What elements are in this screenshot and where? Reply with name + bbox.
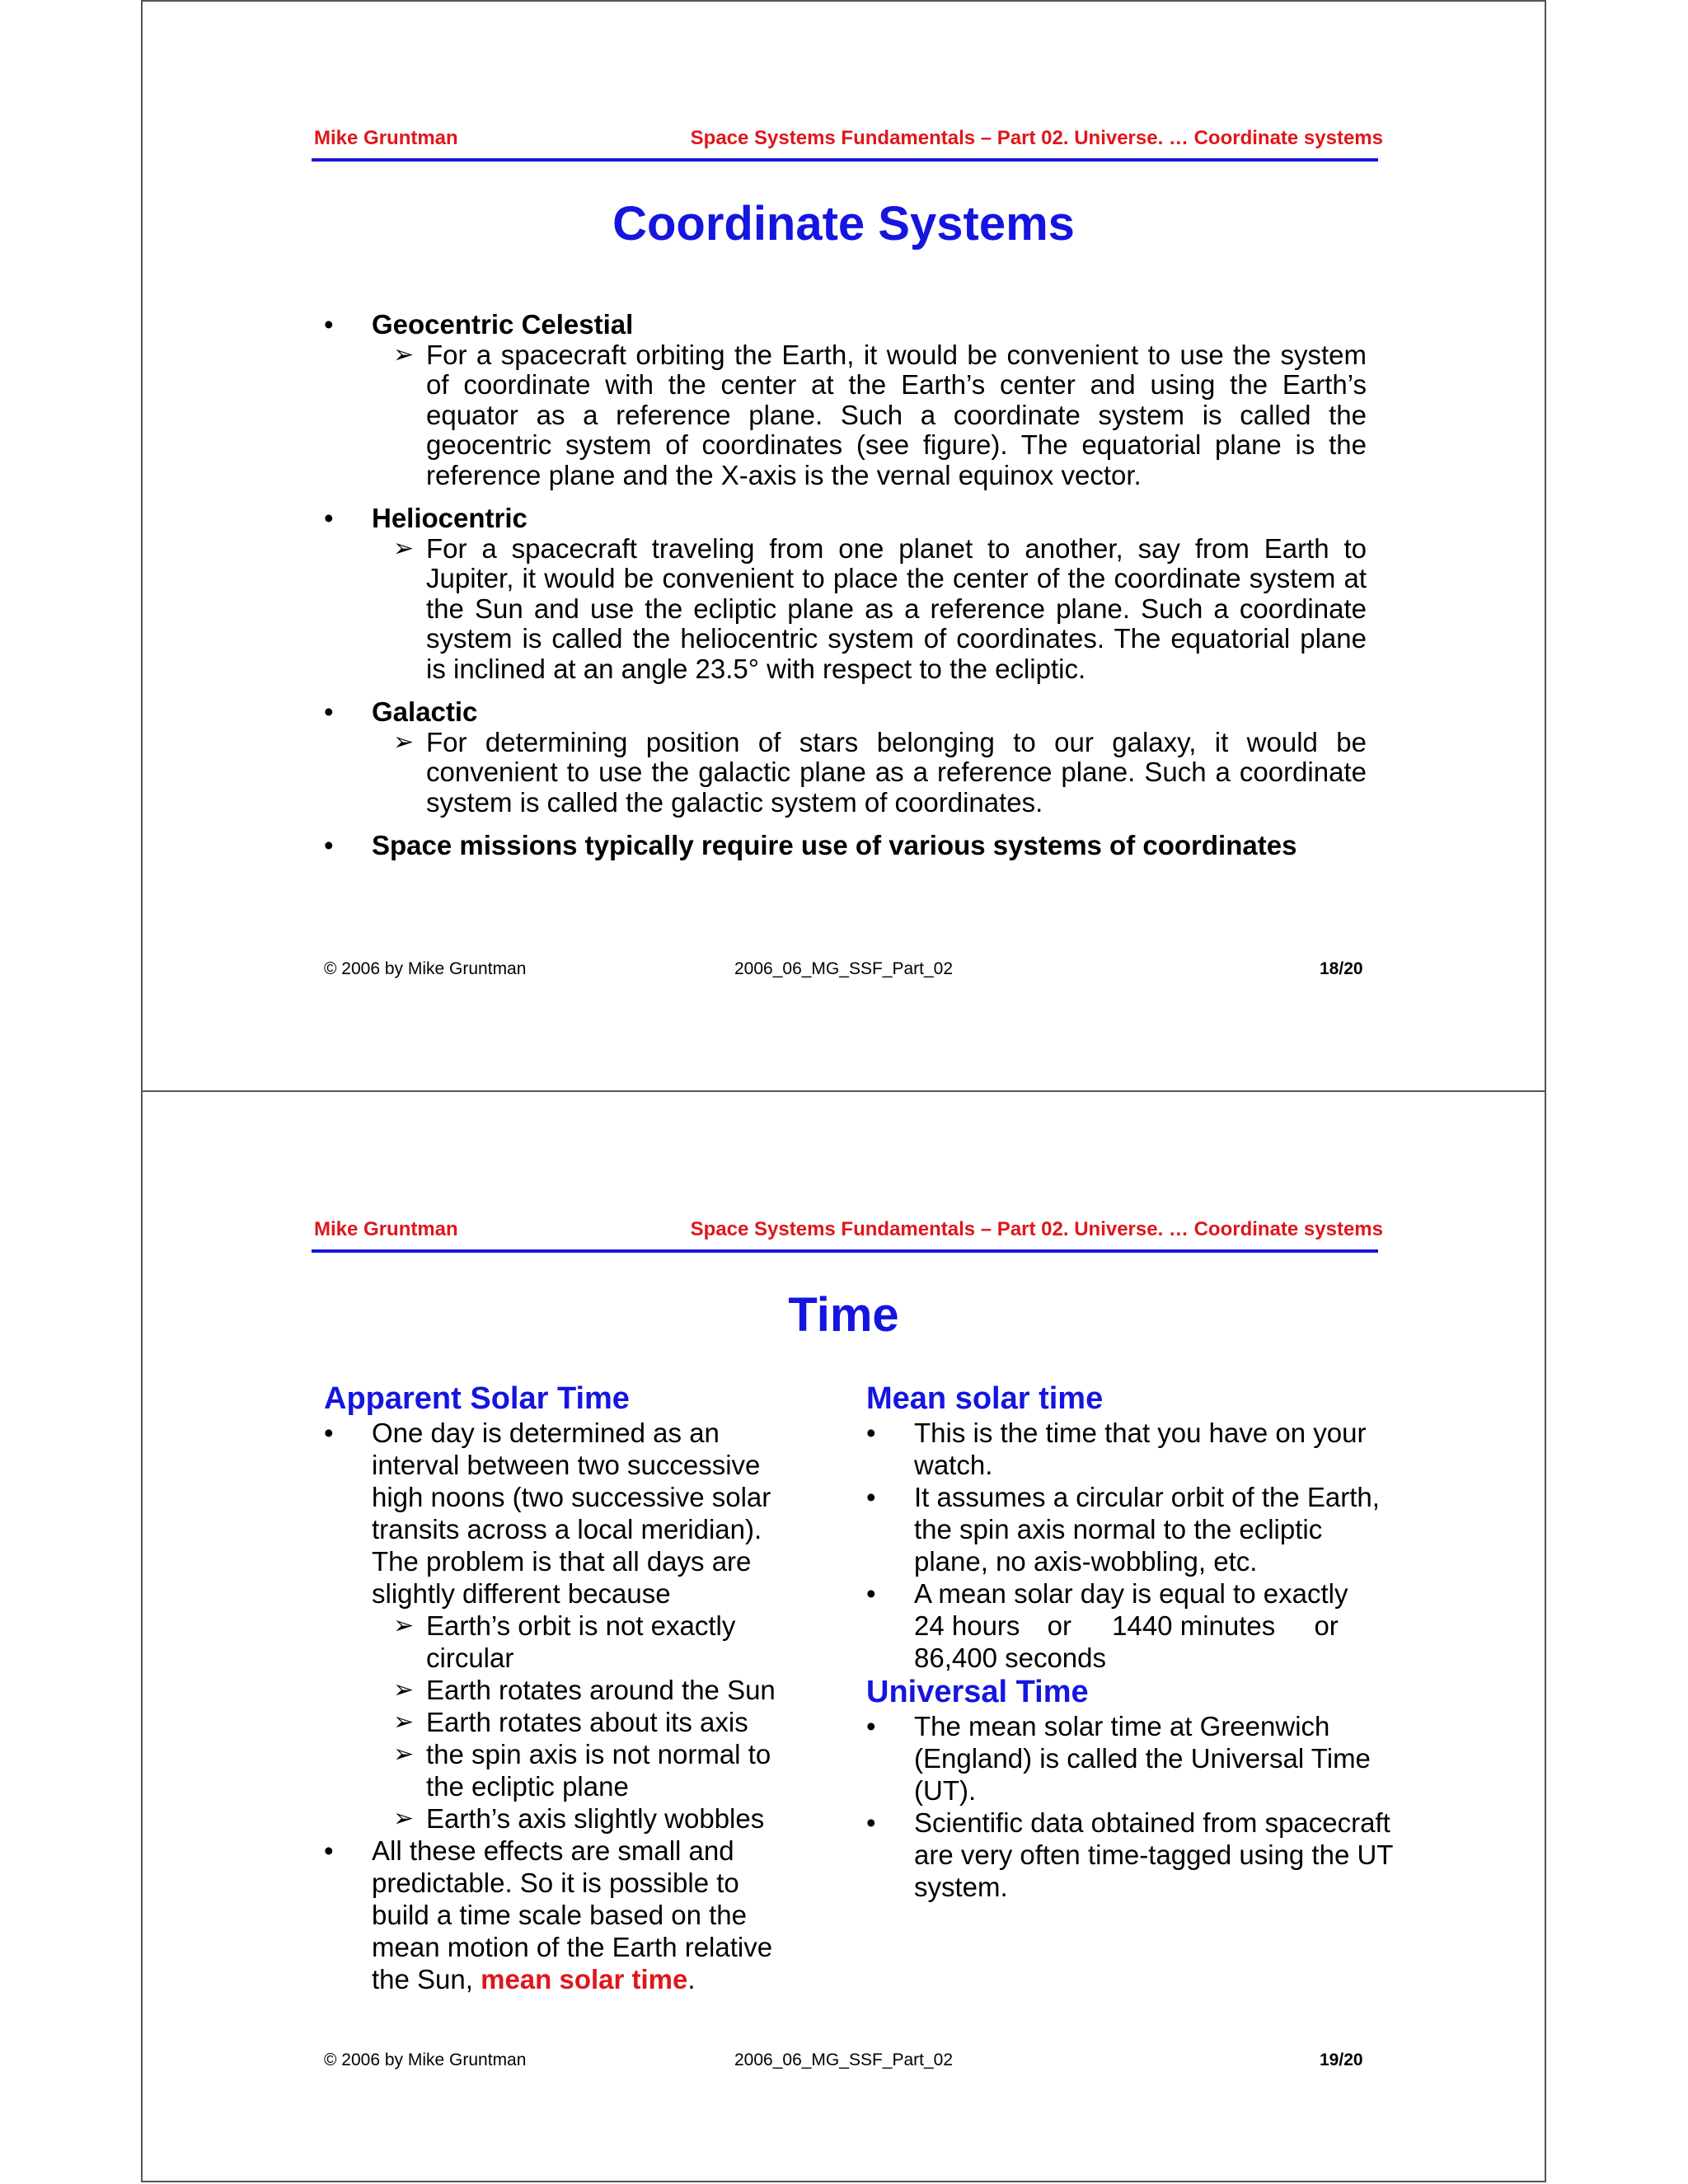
arrow-icon: ➢ <box>393 1741 415 1768</box>
section-heading: Universal Time <box>866 1675 1089 1709</box>
item-text-end: . <box>687 1964 696 1994</box>
list-item <box>866 1577 1394 1674</box>
or-text: or <box>1047 1610 1071 1641</box>
item-text: For determining position of stars belonging to our galaxy, it would be convenient to use the galactic plane as a reference plane. Such a coordinate system is called the galactic system of coordinates. <box>426 726 1367 818</box>
item-heading: Heliocentric <box>372 503 528 533</box>
list-item <box>866 1807 1394 1903</box>
list-item <box>324 831 1367 861</box>
sub-item <box>324 534 1367 685</box>
item-text: It assumes a circular orbit of the Earth, the spin axis normal to the ecliptic plane, no axis-wobbling, etc. <box>914 1482 1380 1577</box>
hours-value: 24 hours <box>914 1610 1020 1641</box>
minutes-value: 1440 minutes <box>1112 1610 1276 1641</box>
mean-solar-time-column <box>866 1380 1394 1903</box>
bullet-icon: • <box>866 1418 876 1448</box>
section-heading: Mean solar time <box>866 1381 1104 1416</box>
final-statement: Space missions typically require use of various systems of coordinates <box>372 830 1297 860</box>
list-item <box>324 504 1367 534</box>
list-item <box>866 1481 1394 1577</box>
arrow-icon: ➢ <box>393 1612 415 1639</box>
list-item <box>866 1710 1394 1807</box>
item-text: Earth rotates about its axis <box>426 1707 748 1737</box>
item-text: The mean solar time at Greenwich (England) is called the Universal Time (UT). <box>914 1711 1371 1806</box>
header-course: Space Systems Fundamentals – Part 02. Universe. … Coordinate systems <box>690 1218 1383 1240</box>
bullet-icon: • <box>324 503 334 533</box>
item-heading: Galactic <box>372 696 478 727</box>
list-item <box>324 1417 802 1610</box>
list-item <box>324 310 1367 340</box>
item-text: For a spacecraft orbiting the Earth, it would be convenient to use the system of coordinate with the center at the Earth’s center and using the Earth’s equator as a reference plane. Such a coordinate system is called the geocentric system of coordinates (see figure). The equatorial plane is the reference plane and the X-axis is the vernal equinox vector. <box>426 339 1367 490</box>
arrow-icon: ➢ <box>393 340 415 368</box>
item-text: For a spacecraft traveling from one planet to another, say from Earth to Jupiter, it would be convenient to place the center of the coordinate system at the Sun and use the ecliptic plane as a reference plane. Such a coordinate system is called the heliocentric system of coordinates. The equatorial plane is inclined at an angle 23.5° with respect to the ecliptic. <box>426 532 1367 684</box>
arrow-icon: ➢ <box>393 534 415 562</box>
apparent-solar-time-column <box>324 1380 802 1995</box>
item-text: the spin axis is not normal to the ecliptic plane <box>426 1739 771 1802</box>
footer-copyright: © 2006 by Mike Gruntman <box>324 2050 527 2069</box>
bullet-icon: • <box>866 1578 876 1609</box>
slide-time <box>141 1091 1546 2182</box>
footer-file: 2006_06_MG_SSF_Part_02 <box>734 2050 954 2069</box>
bullet-icon: • <box>866 1482 876 1512</box>
item-text: Earth’s orbit is not exactly circular <box>426 1610 736 1673</box>
header-course: Space Systems Fundamentals – Part 02. Universe. … Coordinate systems <box>690 127 1383 149</box>
bullet-icon: • <box>324 309 334 340</box>
bullet-icon: • <box>866 1807 876 1838</box>
item-text: One day is determined as an interval between two successive high noons (two successive solar transits across a local meridian). The problem is that all days are slightly different because <box>372 1418 771 1609</box>
sub-item <box>324 1674 802 1706</box>
slide-title: Time <box>788 1288 899 1342</box>
arrow-icon: ➢ <box>393 1676 415 1704</box>
arrow-icon: ➢ <box>393 728 415 756</box>
header-rule <box>312 158 1378 162</box>
seconds-value: 86,400 seconds <box>914 1643 1107 1673</box>
sub-item <box>324 1738 802 1802</box>
item-heading: Geocentric Celestial <box>372 309 634 340</box>
bullet-icon: • <box>324 696 334 727</box>
arrow-icon: ➢ <box>393 1805 415 1832</box>
arrow-icon: ➢ <box>393 1708 415 1736</box>
slide-coordinate-systems <box>141 0 1546 1090</box>
list-item <box>324 1835 802 1995</box>
bullet-icon: • <box>324 1418 334 1448</box>
or-text: or <box>1314 1610 1339 1641</box>
section-heading: Apparent Solar Time <box>324 1381 630 1416</box>
footer-copyright: © 2006 by Mike Gruntman <box>324 959 527 978</box>
header-rule <box>312 1249 1378 1253</box>
slide-title: Coordinate Systems <box>612 197 1075 251</box>
footer-page-number: 18/20 <box>1320 959 1363 978</box>
header-author: Mike Gruntman <box>314 1218 458 1240</box>
sub-item <box>324 728 1367 818</box>
list-item <box>324 697 1367 728</box>
item-text: A mean solar day is equal to exactly <box>914 1578 1348 1609</box>
item-text: All these effects are small and predictable. So it is possible to build a time scale based on the mean motion of the Earth relative the Sun, <box>372 1835 773 1994</box>
footer-page-number: 19/20 <box>1320 2050 1363 2069</box>
bullet-icon: • <box>324 830 334 860</box>
item-text: Earth rotates around the Sun <box>426 1675 776 1705</box>
footer-file: 2006_06_MG_SSF_Part_02 <box>734 959 954 978</box>
highlight-term: mean solar time <box>481 1964 688 1994</box>
day-length-values <box>914 1610 1394 1642</box>
sub-item <box>324 340 1367 491</box>
list-item <box>866 1417 1394 1481</box>
item-text: Earth’s axis slightly wobbles <box>426 1803 765 1834</box>
item-text: Scientific data obtained from spacecraft are very often time-tagged using the UT system. <box>914 1807 1393 1902</box>
coordinate-list <box>324 310 1367 861</box>
sub-item <box>324 1802 802 1835</box>
sub-item <box>324 1706 802 1738</box>
sub-item <box>324 1610 802 1674</box>
bullet-icon: • <box>866 1711 876 1741</box>
header-author: Mike Gruntman <box>314 127 458 149</box>
bullet-icon: • <box>324 1835 334 1866</box>
item-text: This is the time that you have on your watch. <box>914 1418 1367 1480</box>
